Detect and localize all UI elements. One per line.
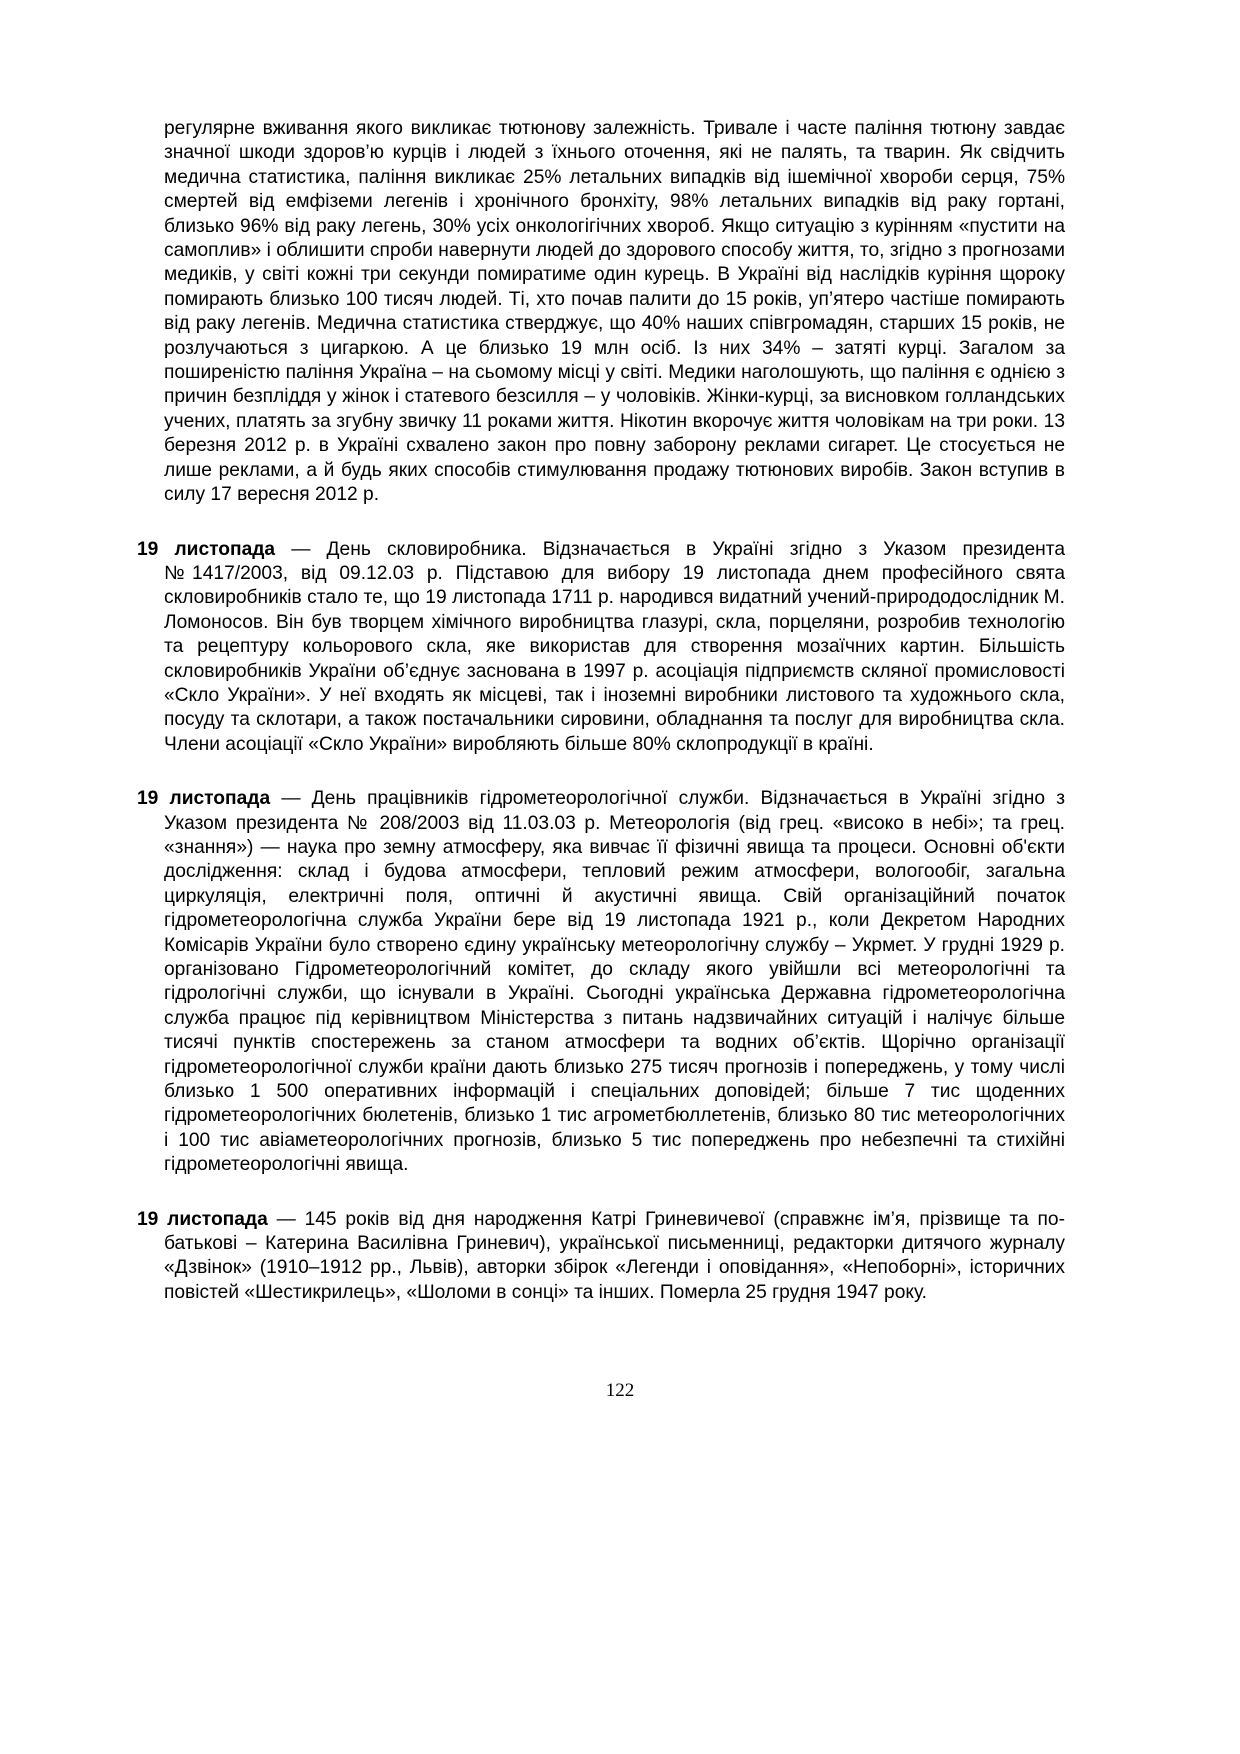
entry-hrynevycheva-anniversary (137, 1208, 1065, 1306)
entry-date: 19 листопада (137, 788, 271, 810)
entry-date: 19 листопада (137, 1208, 268, 1230)
entry-text: — День працівників гідрометеорологічної служби. Відзначається в Україні згідно з Указом президента № 208/2003 від 11.03.03 р. Метеорологія (від грец. «високо в небі»; та грец. «знання») — наука про земну атмосферу, яка вивчає її фізичні явища та процеси. Основні об'єкти дослідження: склад і будова атмосфери, тепловий режим атмосфери, вологообіг, загальна циркуляція, електричні поля, оптичні й акустичні явища. Свій організаційний початок гідрометеорологічна служба України бере від 19 листопада 1921 р., коли Декретом Народних Комісарів України було створено єдину українську метеорологічну службу – Укрмет. У грудні 1929 р. організовано Гідрометеорологічний комітет, до складу якого увійшли всі метеорологічні та гідрологічні служби, що існували в Україні. Сьогодні українська Державна гідрометеорологічна служба працює під керівництвом Міністерства з питань надзвичайних ситуацій і налічує більше тисячі пунктів спостережень за станом атмосфери та водних об’єктів. Щорічно організації гідрометеорологічної служби країни дають близько 275 тисяч прогнозів і попереджень, у тому числі близько 1 500 оперативних інформацій і спеціальних доповідей; більше 7 тис щоденних гідрометеорологічних бюлетенів, близько 1 тис агрометбюллетенів, близько 80 тис метеорологічних і 100 тис авіаметеорологічних прогнозів, близько 5 тис попереджень про небезпечні та стихійні гідрометеорологічні явища. (164, 788, 1066, 1176)
entry-date: 19 листопада (137, 538, 276, 560)
entry-glassmaker-day (137, 538, 1065, 758)
page-content (137, 117, 1065, 1305)
entry-hydromet-day (137, 787, 1065, 1178)
entry-text: — 145 років від дня народження Катрі Гриневичевої (справжнє ім’я, прізвище та по-батькові – Катерина Василівна Гриневич), української письменниці, редакторки дитячого журналу «Дзвінок» (1910–1912 рр., Львів), авторки збірок «Легенди і оповідання», «Непоборні», історичних повістей «Шестикрилець», «Шоломи в сонці» та інших. Померла 25 грудня 1947 року. (164, 1208, 1065, 1303)
page-number: 122 (605, 1380, 635, 1401)
entry-text: — День скловиробника. Відзначається в Україні згідно з Указом президента №1417/2003, від 09.12.03 р. Підставою для вибору 19 листопада днем професійного свята скловиробників стало те, що 19 листопада 1711 р. народився видатний учений-природодослідник М. Ломоносов. Він був творцем хімічного виробництва глазурі, скла, порцеляни, розробив технологію та рецептуру кольорового скла, яке використав для створення мозаїчних картин. Більшість скловиробників України об’єднує заснована в 1997 р. асоціація підприємств скляної промисловості «Скло України». У неї входять як місцеві, так і іноземні виробники листового та художнього скла, посуду та склотари, а також постачальники сировини, обладнання та послуг для виробництва скла. Члени асоціації «Скло України» виробляють більше 80% склопродукції в країні. (164, 538, 1065, 755)
paragraph-smoking-continuation: регулярне вживання якого викликає тютюнову залежність. Тривале і часте паління тютюну завдає значної шкоди здоров’ю курців і людей з їхнього оточення, які не палять, та тварин. Як свідчить медична статистика, паління викликає 25% летальних випадків від ішемічної хвороби серця, 75% смертей від емфіземи легенів і хронічного бронхіту, 98% летальних випадків від раку гортані, близько 96% від раку легень, 30% усіх онкологігічних хвороб. Якщо ситуацію з курінням «пустити на самоплив» і облишити спроби навернути людей до здорового способу життя, то, згідно з прогнозами медиків, у світі кожні три секунди помиратиме один курець. В Україні від наслідків куріння щороку помирають близько 100 тисяч людей. Ті, хто почав палити до 15 років, уп’ятеро частіше помирають від раку легенів. Медична статистика стверджує, що 40% наших співгромадян, старших 15 років, не розлучаються з цигаркою. А це близько 19 млн осіб. Із них 34% – затяті курці. Загалом за поширеністю паління Україна – на сьомому місці у світі. Медики наголошують, що паління є однією з причин безпліддя у жінок і статевого безсилля – у чоловіків. Жінки-курці, за висновком голландських учених, платять за згубну звичку 11 роками життя. Нікотин вкорочує життя чоловікам на три роки. 13 березня 2012 р. в Україні схвалено закон про повну заборону реклами сигарет. Це стосується не лише реклами, а й будь яких способів стимулювання продажу тютюнових виробів. Закон вступив в силу 17 вересня 2012 р. (164, 118, 1065, 506)
